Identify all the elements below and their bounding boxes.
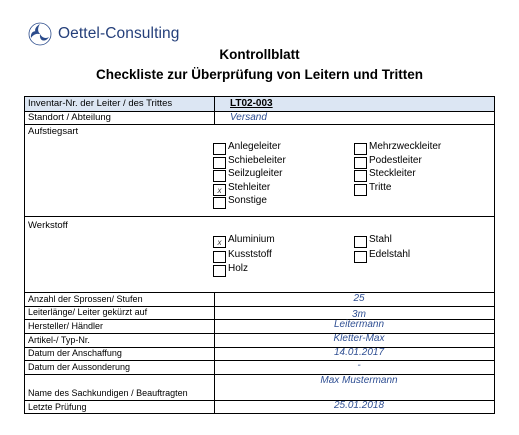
aufstiegsart-left-checkbox-1[interactable] xyxy=(213,157,226,169)
aufstiegsart-right-option-label-2: Steckleiter xyxy=(369,168,416,179)
aufstiegsart-left-option-label-2: Seilzugleiter xyxy=(228,168,283,179)
detail-label: Datum der Anschaffung xyxy=(28,348,122,358)
werkstoff-left-option-label-0: Aluminium xyxy=(228,234,275,245)
inventory-value[interactable]: LT02-003 xyxy=(230,98,273,109)
standort-value[interactable]: Versand xyxy=(230,112,267,123)
werkstoff-label: Werkstoff xyxy=(28,220,68,231)
aufstiegsart-right-option-label-3: Tritte xyxy=(369,181,392,193)
aufstiegsart-left-checkbox-2[interactable] xyxy=(213,170,226,182)
detail-label: Anzahl der Sprossen/ Stufen xyxy=(28,294,143,304)
werkstoff-right-option-label-0: Stahl xyxy=(369,234,392,245)
aufstiegsart-left-checkbox-0[interactable] xyxy=(213,143,226,155)
werkstoff-left-option-label-1: Kusststoff xyxy=(228,248,272,260)
detail-value[interactable]: 3m xyxy=(352,309,366,320)
werkstoff-left-checkbox-1[interactable] xyxy=(213,251,226,263)
page-subtitle: Checkliste zur Überprüfung von Leitern und Tritten xyxy=(95,67,424,82)
werkstoff-left-option-label-2: Holz xyxy=(228,263,249,274)
aufstiegsart-left-option-label-1: Schiebeleiter xyxy=(228,154,286,166)
aufstiegsart-left-checkbox-4[interactable] xyxy=(213,197,226,209)
detail-label: Letzte Prüfung xyxy=(28,402,87,412)
werkstoff-left-checkbox-2[interactable] xyxy=(213,265,226,277)
detail-row xyxy=(25,347,494,360)
aufstiegsart-left-option-label-3: Stehleiter xyxy=(228,181,271,193)
inventory-label: Inventar-Nr. der Leiter / des Trittes xyxy=(28,98,173,109)
detail-label: Leiterlänge/ Leiter gekürzt auf xyxy=(28,307,148,317)
detail-row xyxy=(25,333,494,347)
detail-row xyxy=(25,319,494,333)
aufstiegsart-left-option-label-0: Anlegeleiter xyxy=(228,141,281,152)
checklist-form xyxy=(24,96,495,414)
werkstoff-right-option-label-1: Edelstahl xyxy=(369,248,411,260)
aufstiegsart-left-checkbox-3[interactable]: x xyxy=(213,184,226,196)
detail-value[interactable]: Kletter-Max xyxy=(333,333,385,344)
aufstiegsart-left-option-label-4: Sonstige xyxy=(228,195,267,206)
logo-text: Oettel-Consulting xyxy=(58,25,180,42)
detail-value[interactable]: 25.01.2018 xyxy=(333,400,385,411)
detail-value[interactable]: Max Mustermann xyxy=(320,375,398,386)
aufstiegsart-right-checkbox-1[interactable] xyxy=(354,157,367,169)
aufstiegsart-right-checkbox-2[interactable] xyxy=(354,170,367,182)
detail-value[interactable]: 25 xyxy=(353,293,365,304)
werkstoff-left-checkbox-0[interactable]: x xyxy=(213,236,226,248)
detail-value[interactable]: 14.01.2017 xyxy=(333,347,385,358)
aufstiegsart-label: Aufstiegsart xyxy=(28,126,79,137)
detail-value[interactable]: - xyxy=(357,360,361,371)
aufstiegsart-right-checkbox-3[interactable] xyxy=(354,184,367,196)
detail-row xyxy=(25,306,494,319)
detail-row xyxy=(25,360,494,374)
detail-label: Datum der Aussonderung xyxy=(28,362,131,372)
standort-row xyxy=(25,112,494,124)
aufstiegsart-right-option-label-1: Podestleiter xyxy=(369,154,422,166)
swirl-logo-icon xyxy=(28,22,52,46)
inventory-row xyxy=(25,97,494,111)
detail-row xyxy=(25,400,494,414)
detail-label: Hersteller/ Händler xyxy=(28,321,104,331)
werkstoff-right-checkbox-1[interactable] xyxy=(354,251,367,263)
detail-row xyxy=(25,293,494,306)
aufstiegsart-right-checkbox-0[interactable] xyxy=(354,143,367,155)
detail-row xyxy=(25,374,494,400)
standort-label: Standort / Abteilung xyxy=(28,112,111,123)
page-title: Kontrollblatt xyxy=(219,47,300,62)
detail-label: Artikel-/ Typ-Nr. xyxy=(28,335,90,345)
company-logo xyxy=(28,21,208,47)
detail-label: Name des Sachkundigen / Beauftragten xyxy=(28,388,188,398)
werkstoff-right-checkbox-0[interactable] xyxy=(354,236,367,248)
detail-value[interactable]: Leitermann xyxy=(333,319,385,330)
aufstiegsart-right-option-label-0: Mehrzweckleiter xyxy=(369,141,442,152)
